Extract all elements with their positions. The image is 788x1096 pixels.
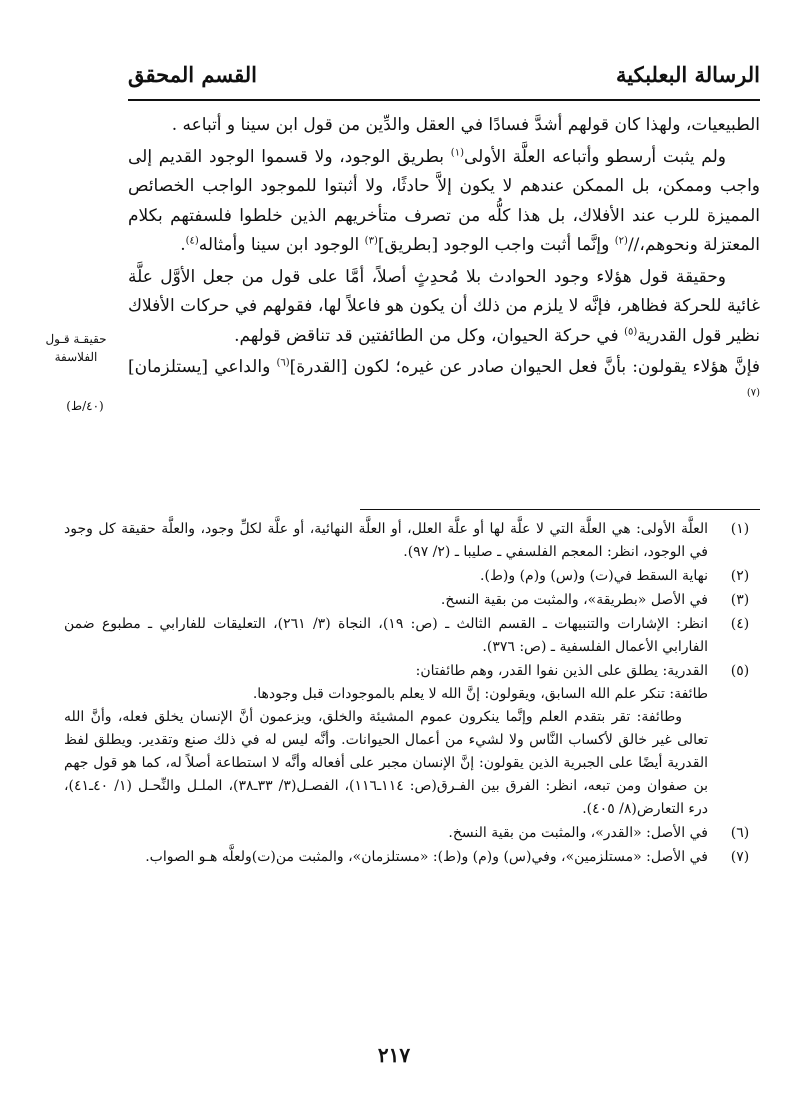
footnotes — [64, 518, 760, 870]
footnote-number: (١) — [730, 521, 750, 537]
header-rule — [128, 99, 760, 101]
running-header — [128, 56, 760, 96]
book-title: الرسالة البعلبكية — [616, 62, 760, 87]
footnote-separator — [360, 509, 760, 510]
footnote-number: (٣) — [730, 592, 750, 608]
footnote-number: (٢) — [730, 568, 750, 584]
page-number: ٢١٧ — [377, 1043, 411, 1067]
footnote-ref[interactable]: (٦) — [276, 357, 290, 369]
footnote-4: (٤) انظر: الإشارات والتنبيهات ـ القسم الثالث ـ (ص: ١٩)، النجاة (٣/ ٢٦١)، التعليقات للفارابي ـ مطبوع ضمن الفارابي الأعمال الفلسفية ـ (ص: ٣٧٦). — [64, 613, 760, 659]
footnote-number: (٦) — [730, 825, 750, 841]
paragraph-1: الطبيعيات، ولهذا كان قولهم أشدَّ فسادًا في العقل والدِّين من قول ابن سينا و أتباعه . — [171, 115, 760, 135]
footnote-ref[interactable]: (١) — [450, 146, 464, 158]
margin-note-topic: حقيقـة قـول الفلاسفة — [45, 332, 107, 364]
footnote-ref[interactable]: (٣) — [364, 235, 378, 247]
footnote-3: (٣) في الأصل «بطريقة»، والمثبت من بقية النسخ. — [64, 589, 760, 612]
footnote-7: (٧) في الأصل: «مستلزمين»، وفي(س) و(م) و(ط): «مستلزمان»، والمثبت من(ت)ولعلَّه هـو الصواب. — [64, 846, 760, 869]
footnote-5: (٥) القدرية: يطلق على الذين نفوا القدر، وهم طائفتان: طائفة: تنكر علم الله السابق، ويقولون: إنَّ الله لا يعلم بالموجودات قبل وجودها. وطائفة: تقر بتقدم العلم وإنَّما ينكرون عموم المشيئة والخلق، ويزعمون أنَّ الإنسان يخلق فعله، وأنَّ الله تعالى غير خالق لأكساب النَّاس ولا لشيء من أعمال الحيوانات. وأنَّه ليس له في ذلك صنع وتقدير. ويطلق لفظ القدرية أيضًا على الجبرية الذين يقولون: إنَّ الإنسان مجبر على أفعاله وأنَّه لا استطاعة أصلاً له، كما هو قول جهم بن صفوان ومن تبعه، انظر: الفرق بين الفـرق(ص: ١١٤ـ١١٦)، الفصـل(٣/ ٣٣ـ٣٨)، الملـل والنِّحـل (١/ ٤٠ـ٤١)، درء التعارض(٨/ ٤٠٥). — [64, 660, 760, 821]
footnote-ref[interactable]: (٤) — [185, 235, 199, 247]
footnote-6: (٦) في الأصل: «القدر»، والمثبت من بقية النسخ. — [64, 822, 760, 845]
footnote-ref[interactable]: (٧) — [746, 386, 760, 398]
footnote-ref[interactable]: (٥) — [624, 325, 638, 337]
margin-note-manuscript-ref: (٤٠/ط) — [66, 399, 104, 413]
footnote-number: (٤) — [730, 616, 750, 632]
footnote-2: (٢) نهاية السقط في(ت) و(س) و(م) و(ط). — [64, 565, 760, 588]
paragraph-2: ولم يثبت أرسطو وأتباعه العلَّة الأولى$^{(١)}$ بطريق الوجود، ولا قسموا الوجود القديم إلى واجب وممكن، بل الممكن عندهم لا يكون إلاَّ حادثًا، ولا أثبتوا للموجود الواجب الخصائص المميزة للرب عند الأفلاك، بل هذا كلُّه من تصرف متأخريهم الذين خلطوا فلسفتهم بكلام المعتزلة ونحوهم،//$^{(٢)}$ وإنَّما أثبت واجب الوجود [بطريق]$^{(٣)}$ الوجود ابن سينا وأمثاله$^{(٤)}$. — [128, 146, 760, 255]
footnote-ref[interactable]: (٢) — [614, 235, 628, 247]
paragraph-3: وحقيقة قول هؤلاء وجود الحوادث بلا مُحدِثٍ أصلاً، أمَّا على قول من جعل الأوَّل علَّة غائية للحركة فظاهر، فإنَّه لا يلزم من ذلك أن يكون هو فاعلاً لها، فقولهم في حركات الأفلاك نظير قول القدرية$^{(٥)}$ في حركة الحيوان، وكل من الطائفتين قد تناقض قولهم. — [128, 266, 760, 346]
footnote-number: (٧) — [730, 849, 750, 865]
footnote-number: (٥) — [730, 663, 750, 679]
section-title: القسم المحقق — [128, 62, 257, 87]
paragraph-4: فإنَّ هؤلاء يقولون: بأنَّ فعل الحيوان صادر عن غيره؛ لكون [القدرة]$^{(٦)}$ والداعي [يستلزمان]$^{(٧)}$ — [128, 357, 760, 398]
footnote-1: (١) العلَّة الأولى: هي العلَّة التي لا علَّة لها أو علَّة العلل، أو العلَّة النهائية، أو علَّة لكلِّ وجود، والعلَّة حقيقة كل وجود في الوجود، انظر: المعجم الفلسفي ـ صليبا ـ (٢/ ٩٧). — [64, 518, 760, 564]
main-text — [128, 111, 760, 412]
